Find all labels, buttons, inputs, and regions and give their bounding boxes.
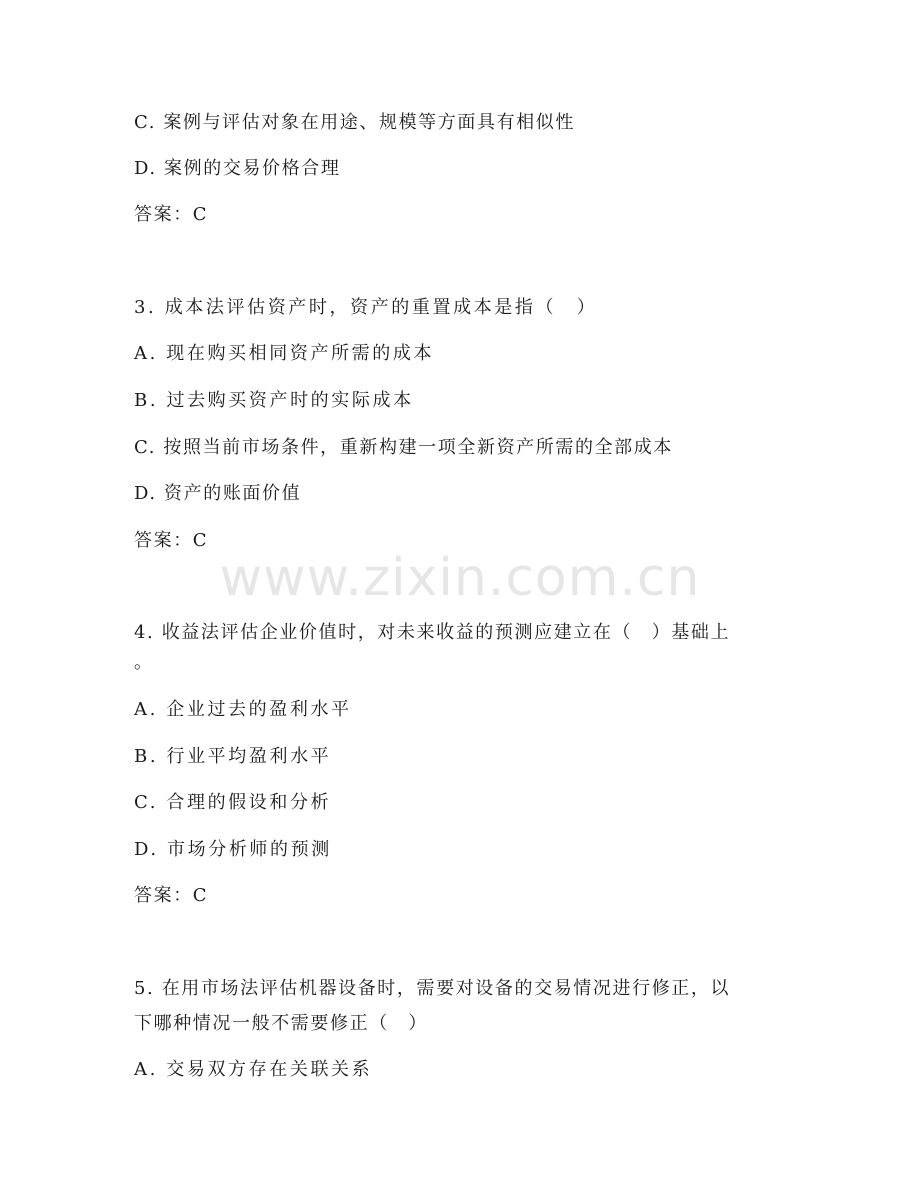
- q5-option-a: A. 交易双方存在关联关系: [134, 1059, 373, 1080]
- q4-question-line1: 4. 收益法评估企业价值时，对未来收益的预测应建立在（ ）基础上: [134, 622, 731, 643]
- q5-question-line1: 5. 在用市场法评估机器设备时，需要对设备的交易情况进行修正，以: [134, 978, 731, 999]
- q3-option-c: C. 按照当前市场条件，重新构建一项全新资产所需的全部成本: [134, 437, 673, 458]
- q4-option-c: C. 合理的假设和分析: [134, 792, 332, 813]
- q2-option-d: D. 案例的交易价格合理: [134, 158, 341, 179]
- q4-option-b: B. 行业平均盈利水平: [134, 746, 332, 767]
- q4-answer: 答案：C: [134, 885, 209, 906]
- q5-question-line2: 下哪种情况一般不需要修正（ ）: [134, 1013, 428, 1034]
- q3-option-a: A. 现在购买相同资产所需的成本: [134, 343, 435, 364]
- q3-option-d: D. 资产的账面价值: [134, 483, 302, 504]
- watermark-text: www.zixin.com.cn: [219, 548, 701, 608]
- q4-option-a: A. 企业过去的盈利水平: [134, 699, 352, 720]
- q3-answer: 答案：C: [134, 530, 209, 551]
- q2-option-c: C. 案例与评估对象在用途、规模等方面具有相似性: [134, 112, 575, 133]
- q2-answer: 答案：C: [134, 204, 209, 225]
- q3-question: 3. 成本法评估资产时，资产的重置成本是指（ ）: [134, 297, 598, 318]
- q4-option-d: D. 市场分析师的预测: [134, 839, 332, 860]
- q4-question-line2: 。: [134, 652, 154, 673]
- q3-option-b: B. 过去购买资产时的实际成本: [134, 390, 414, 411]
